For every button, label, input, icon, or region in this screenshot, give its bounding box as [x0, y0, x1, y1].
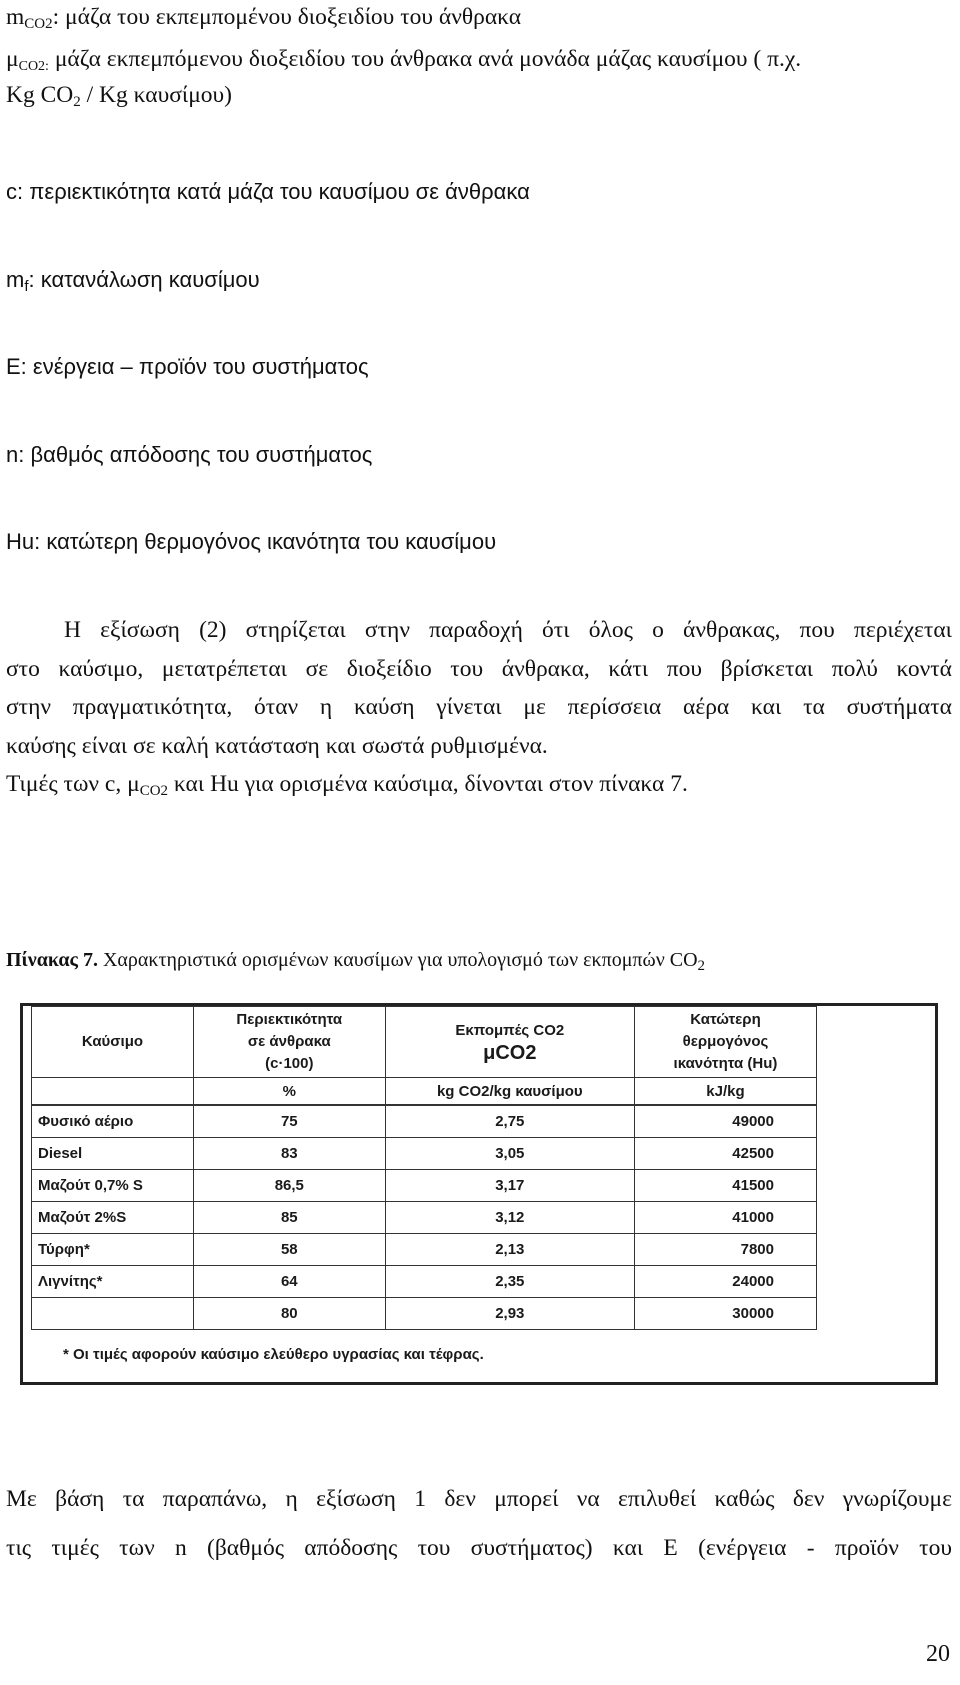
- fuel-table: [20, 1003, 938, 1385]
- closing-line-1: Με βάση τα παραπάνω, η εξίσωση 1 δεν μπορεί να επιλυθεί καθώς δεν γνωρίζουμε: [6, 1486, 952, 1512]
- definition-muco2: [6, 44, 801, 74]
- header-carbon: [193, 1007, 385, 1078]
- text: Τιμές των c, μ: [6, 771, 140, 797]
- unit-text: / Kg καυσίμου): [80, 82, 233, 108]
- fuel-cell: [32, 1298, 194, 1330]
- caption-label: Πίνακας 7.: [6, 949, 98, 971]
- paragraph-line-3: στην πραγματικότητα, όταν η καύση γίνεται με περίσσεια αέρα και τα συστήματα: [6, 694, 952, 720]
- definition-n: n: βαθμός απόδοσης του συστήματος: [6, 442, 373, 467]
- header-emission: [385, 1007, 634, 1078]
- symbol: m: [6, 267, 25, 292]
- definition-text: : μάζα του εκπεμπομένου διοξειδίου του άνθρακα: [52, 4, 522, 30]
- heat-cell: 30000: [634, 1298, 816, 1330]
- carbon-cell: 80: [193, 1298, 385, 1330]
- definition-e: E: ενέργεια – προϊόν του συστήματος: [6, 354, 369, 379]
- header-line: ικανότητα (Hu): [673, 1055, 778, 1072]
- header-line: (c·100): [265, 1055, 314, 1072]
- table-unit-row: [32, 1078, 817, 1106]
- definition-text: μάζα εκπεμπόμενου διοξειδίου του άνθρακα ανά μονάδα μάζας καυσίμου ( π.χ.: [48, 46, 802, 72]
- header-line: θερμογόνος: [682, 1033, 769, 1050]
- table-footnote: * Οι τιμές αφορούν καύσιμο ελεύθερο υγρασίας και τέφρας.: [63, 1346, 484, 1363]
- emission-cell: 2,13: [385, 1234, 634, 1266]
- emission-cell: 2,35: [385, 1266, 634, 1298]
- table-row: [32, 1298, 817, 1330]
- definition-text: : κατανάλωση καυσίμου: [28, 267, 260, 292]
- text: και Hu για ορισμένα καύσιμα, δίνονται στον πίνακα 7.: [168, 771, 688, 797]
- paragraph-line-5: [6, 769, 688, 799]
- table-row: [32, 1234, 817, 1266]
- definition-unit: [6, 80, 232, 110]
- emission-cell: 2,75: [385, 1105, 634, 1138]
- heat-cell: 42500: [634, 1138, 816, 1170]
- emission-cell: 3,05: [385, 1138, 634, 1170]
- emission-cell: 2,93: [385, 1298, 634, 1330]
- definition-mco2: [6, 2, 521, 32]
- table-row: [32, 1202, 817, 1234]
- table-row: [32, 1170, 817, 1202]
- definition-mf: [6, 265, 260, 295]
- header-heat: [634, 1007, 816, 1078]
- header-line: Κατώτερη: [690, 1011, 761, 1028]
- paragraph-line-2: στο καύσιμο, μετατρέπεται σε διοξείδιο του άνθρακα, κάτι που βρίσκεται πολύ κοντά: [6, 656, 952, 682]
- definition-c: c: περιεκτικότητα κατά μάζα του καυσίμου σε άνθρακα: [6, 179, 530, 204]
- carbon-cell: 64: [193, 1266, 385, 1298]
- heat-cell: 41500: [634, 1170, 816, 1202]
- heat-cell: 7800: [634, 1234, 816, 1266]
- header-line: σε άνθρακα: [247, 1033, 331, 1050]
- header-fuel: Καύσιμο: [32, 1007, 194, 1078]
- header-line: Περιεκτικότητα: [236, 1011, 343, 1028]
- subscript: CO2:: [18, 59, 49, 74]
- table-row: [32, 1105, 817, 1138]
- subscript: 2: [73, 94, 81, 110]
- fuel-cell: Λιγνίτης*: [32, 1266, 194, 1298]
- fuel-cell: Diesel: [32, 1138, 194, 1170]
- fuel-cell: Μαζούτ 2%S: [32, 1202, 194, 1234]
- emission-cell: 3,17: [385, 1170, 634, 1202]
- symbol: m: [6, 4, 25, 30]
- carbon-cell: 86,5: [193, 1170, 385, 1202]
- fuel-cell: Φυσικό αέριο: [32, 1105, 194, 1138]
- definition-hu: Hu: κατώτερη θερμογόνος ικανότητα του καυσίμου: [6, 529, 497, 554]
- header-line: Εκπομπές CO2: [455, 1022, 565, 1039]
- page-number: 20: [926, 1641, 950, 1667]
- heat-cell: 49000: [634, 1105, 816, 1138]
- closing-line-2: τις τιμές των n (βαθμός απόδοσης του συστήματος) και E (ενέργεια - προϊόν του: [6, 1535, 952, 1561]
- unit-emission: kg CO2/kg καυσίμου: [385, 1078, 634, 1106]
- table-row: [32, 1266, 817, 1298]
- carbon-cell: 83: [193, 1138, 385, 1170]
- paragraph-line-1: Η εξίσωση (2) στηρίζεται στην παραδοχή ότι όλος ο άνθρακας, που περιέχεται: [64, 617, 952, 643]
- fuel-cell: Μαζούτ 0,7% S: [32, 1170, 194, 1202]
- table-row: [32, 1138, 817, 1170]
- caption-text: Χαρακτηριστικά ορισμένων καυσίμων για υπολογισμό των εκπομπών CO: [97, 949, 698, 971]
- table-caption: [6, 945, 705, 975]
- subscript: CO2: [24, 16, 53, 32]
- unit-cell-empty: [32, 1078, 194, 1106]
- carbon-cell: 75: [193, 1105, 385, 1138]
- carbon-cell: 58: [193, 1234, 385, 1266]
- unit-heat: kJ/kg: [634, 1078, 816, 1106]
- emission-cell: 3,12: [385, 1202, 634, 1234]
- subscript: CO2: [139, 783, 169, 799]
- heat-cell: 24000: [634, 1266, 816, 1298]
- table-header-row: [32, 1007, 817, 1078]
- fuel-cell: Τύρφη*: [32, 1234, 194, 1266]
- paragraph-line-4: καύσης είναι σε καλή κατάσταση και σωστά ρυθμισμένα.: [6, 733, 548, 759]
- carbon-cell: 85: [193, 1202, 385, 1234]
- subscript: f: [24, 278, 29, 295]
- subscript: 2: [697, 958, 706, 974]
- unit-text: Kg CO: [6, 82, 74, 108]
- symbol: μ: [6, 46, 19, 72]
- heat-cell: 41000: [634, 1202, 816, 1234]
- unit-carbon: %: [193, 1078, 385, 1106]
- header-line: μCO2: [483, 1042, 537, 1064]
